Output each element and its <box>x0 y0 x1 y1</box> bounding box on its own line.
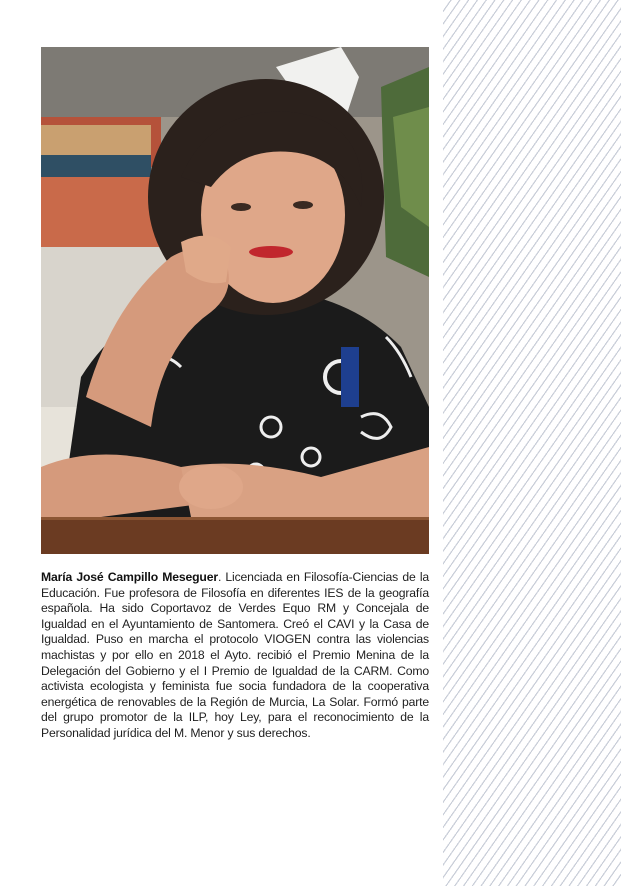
decorative-stripe-panel <box>443 0 621 886</box>
biography-text: . Licenciada en Filosofía-Ciencias de la Educación. Fue profesora de Filosofía en diferentes IES de la geografía española. Ha sido Coportavoz de Verdes Equo RM y Concejala de Igualdad en el Ayuntamiento de Santomera. Creó el CAVI y la Casa de Igualdad. Puso en marcha el protocolo VIOGEN contra las violencias machistas y por ello en 2018 el Ayto. recibió el Premio Menina de la Delegación del Gobierno y el I Premio de Igualdad de la CARM. Como activista ecologista y feminista fue socia fundadora de la cooperativa energética de renovables de la Región de Murcia, La Solar. Formó parte del grupo promotor de la ILP, hoy Ley, para el reconocimiento de la Personalidad jurídica del M. Menor y sus derechos. <box>41 570 430 740</box>
portrait-illustration <box>41 47 429 554</box>
portrait-photo <box>41 47 429 554</box>
biography-paragraph <box>41 570 429 742</box>
person-name: María José Campillo Meseguer <box>41 570 218 584</box>
